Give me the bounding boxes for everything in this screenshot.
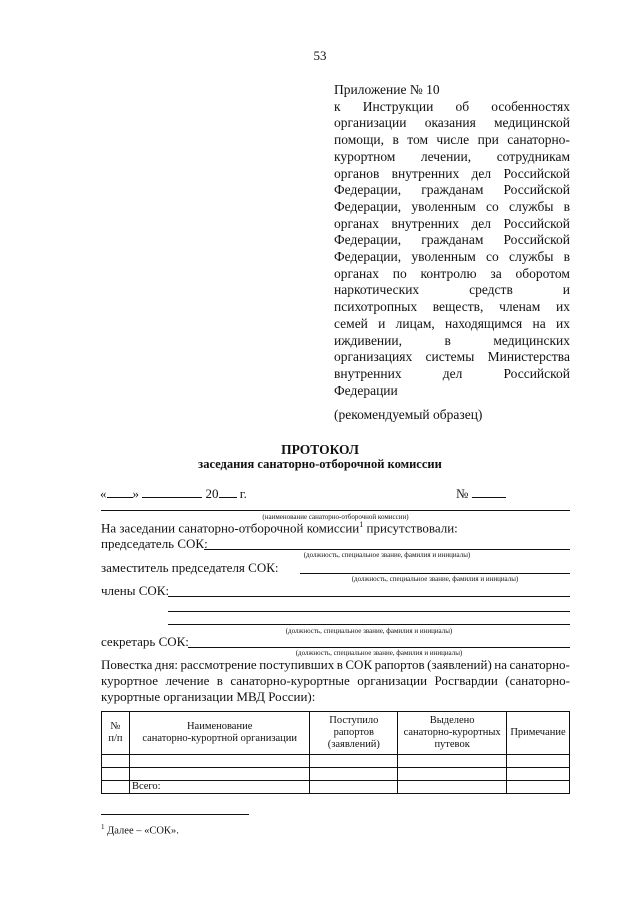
- page-number: 53: [313, 48, 327, 63]
- appendix-word: службы: [509, 249, 554, 265]
- year-blank: [219, 486, 237, 498]
- appendix-word: уволенным: [411, 198, 476, 214]
- table-cell: [506, 781, 569, 794]
- appendix-word: иждивении,: [334, 332, 402, 348]
- agenda-word: поступивших: [259, 657, 335, 672]
- appendix-word: Российской: [503, 365, 570, 381]
- appendix-word: внутренних: [391, 165, 460, 181]
- agenda-word: Росгвардии: [434, 673, 498, 688]
- appendix-word: Министерства: [487, 349, 570, 365]
- recommended-sample-note: (рекомендуемый образец): [334, 407, 483, 423]
- appendix-word: об: [455, 98, 470, 114]
- org-name-line: [101, 510, 570, 511]
- table-row: [102, 781, 570, 794]
- appendix-word: членам: [499, 299, 541, 315]
- appendix-line: [334, 232, 570, 249]
- header-text: п/п: [108, 733, 123, 744]
- appendix-word: особенностях: [491, 98, 570, 114]
- appendix-line: [334, 199, 570, 216]
- table-body: [102, 755, 570, 794]
- appendix-word: к: [334, 98, 341, 114]
- date-row: [100, 486, 247, 502]
- appendix-word: внутренних: [391, 215, 460, 231]
- chairman-caption: (должность, специальное звание, фамилия и инициалы): [303, 551, 471, 559]
- org-name-caption: (наименование санаторно-отборочной комиссии): [262, 513, 409, 521]
- attendance-intro: [101, 520, 458, 536]
- members-line-3: [168, 624, 570, 625]
- header-text: Примечание: [510, 727, 566, 738]
- header-text: (заявлений): [327, 739, 380, 750]
- appendix-word: семей: [334, 315, 368, 331]
- table-cell: [398, 781, 507, 794]
- agenda-word: лечение: [165, 673, 210, 688]
- appendix-word: оказания: [424, 115, 476, 131]
- appendix-word: органов: [334, 165, 380, 181]
- appendix-word: Приложение № 10: [334, 82, 440, 97]
- appendix-word: уволенным: [411, 249, 476, 265]
- attendance-intro-text: На заседании санаторно-отборочной комиссии: [101, 520, 360, 536]
- appendix-word: помощи,: [334, 132, 385, 148]
- appendix-word: по: [392, 265, 407, 281]
- year-suffix: г.: [239, 486, 247, 501]
- appendix-word: средств: [469, 282, 513, 298]
- table-header-cell: [506, 712, 569, 755]
- appendix-word: в: [444, 332, 451, 348]
- appendix-word: Российской: [503, 182, 570, 198]
- appendix-word: и: [378, 315, 386, 331]
- table-cell: Всего:: [129, 781, 309, 794]
- appendix-word: Федерации,: [334, 182, 402, 198]
- appendix-block: [334, 82, 570, 424]
- appendix-word: Федерации,: [334, 198, 402, 214]
- footnote-ref: 1: [359, 520, 364, 529]
- appendix-word: в: [392, 132, 399, 148]
- table-cell: [310, 768, 398, 781]
- appendix-word: Федерации,: [334, 232, 402, 248]
- appendix-word: веществ,: [432, 299, 484, 315]
- header-text: санаторно-курортных: [403, 727, 501, 738]
- header-text: Наименование: [186, 721, 253, 732]
- appendix-line: [334, 182, 570, 199]
- appendix-line: [334, 333, 570, 350]
- appendix-word: в: [563, 249, 570, 265]
- secretary-line: [188, 647, 570, 648]
- appendix-word: их: [556, 315, 570, 331]
- appendix-line: [334, 149, 570, 166]
- agenda-word: санаторно-курортные: [230, 673, 350, 688]
- appendix-word: дел: [471, 165, 492, 181]
- agenda-word: организации: [357, 673, 428, 688]
- appendix-line: [334, 132, 570, 149]
- header-text: санаторно-курортной организации: [142, 733, 297, 744]
- members-line-2: [168, 611, 570, 612]
- footnote: [101, 823, 179, 837]
- table-cell: [310, 781, 398, 794]
- appendix-line: [334, 299, 570, 316]
- table-cell: [398, 755, 507, 768]
- table-cell: [506, 768, 569, 781]
- appendix-word: медицинских: [493, 332, 570, 348]
- appendix-line: [334, 82, 570, 99]
- appendix-word: со: [486, 198, 499, 214]
- agenda: [101, 657, 570, 705]
- appendix-word: медицинской: [494, 115, 570, 131]
- agenda-word: дня:: [154, 657, 179, 672]
- appendix-word: Федерации: [334, 382, 398, 398]
- agenda-line-2: [101, 673, 570, 689]
- close-quote: »: [132, 486, 139, 501]
- appendix-word: курортном: [334, 148, 396, 164]
- agenda-word: в: [336, 657, 343, 672]
- appendix-word: внутренних: [334, 365, 402, 381]
- header-text: путевок: [434, 739, 470, 750]
- appendix-word: системы: [425, 349, 475, 365]
- appendix-word: находящимся: [445, 315, 523, 331]
- appendix-word: при: [477, 132, 499, 148]
- appendix-word: за: [490, 265, 502, 281]
- appendix-word: контролю: [420, 265, 477, 281]
- agenda-word: в: [216, 673, 223, 688]
- header-text: рапортов: [333, 727, 375, 738]
- appendix-line: [334, 99, 570, 116]
- protocol-number: [456, 486, 506, 502]
- agenda-word: рапортов: [374, 657, 425, 672]
- appendix-word: организации: [334, 115, 407, 131]
- chairman-line: [204, 549, 570, 550]
- appendix-word: психотропных: [334, 299, 418, 315]
- year-prefix: 20: [205, 486, 219, 501]
- appendix-word: службы: [509, 198, 554, 214]
- appendix-word: органах: [334, 265, 379, 281]
- agenda-word: (заявлений): [427, 657, 492, 672]
- appendix-word: и: [562, 282, 570, 298]
- appendix-word: Федерации,: [334, 249, 402, 265]
- table-cell: [506, 755, 569, 768]
- table-header-cell: [102, 712, 130, 755]
- appendix-word: том: [407, 132, 428, 148]
- agenda-word: рассмотрение: [180, 657, 257, 672]
- table-row: [102, 768, 570, 781]
- appendix-word: организациях: [334, 349, 413, 365]
- table-header-row: [102, 712, 570, 755]
- header-text: №: [110, 721, 121, 732]
- appendix-line: [334, 216, 570, 233]
- table-cell: [102, 768, 130, 781]
- appendix-line: [334, 383, 570, 400]
- footnote-mark: 1: [101, 823, 105, 831]
- appendix-word: Российской: [503, 215, 570, 231]
- secretary-caption: (должность, специальное звание, фамилия и инициалы): [295, 649, 463, 657]
- deputy-label: заместитель председателя СОК:: [101, 560, 279, 575]
- agenda-word: на: [494, 657, 507, 672]
- sok-table: [101, 711, 570, 794]
- appendix-word: сотрудникам: [496, 148, 570, 164]
- chairman-label: председатель СОК:: [101, 536, 208, 551]
- appendix-word: Российской: [503, 232, 570, 248]
- appendix-line: [334, 366, 570, 383]
- appendix-word: дел: [442, 365, 463, 381]
- table-cell: [398, 768, 507, 781]
- agenda-line-1: [101, 657, 570, 673]
- appendix-line: [334, 166, 570, 183]
- agenda-word: санаторно-: [509, 657, 570, 672]
- number-label: №: [456, 486, 469, 501]
- appendix-line: [334, 282, 570, 299]
- agenda-line-3: курортные организации МВД России):: [101, 689, 316, 704]
- header-text: Поступило: [329, 715, 379, 726]
- agenda-word: курортное: [101, 673, 159, 688]
- deputy-caption: (должность, специальное звание, фамилия и инициалы): [351, 575, 519, 583]
- day-blank: [107, 486, 133, 498]
- appendix-line: [334, 115, 570, 132]
- table-cell: [129, 755, 309, 768]
- table-cell: [310, 755, 398, 768]
- number-blank: [472, 486, 506, 498]
- open-quote: «: [100, 486, 107, 501]
- appendix-word: Инструкции: [362, 98, 434, 114]
- appendix-word: числе: [436, 132, 470, 148]
- appendix-word: дел: [471, 215, 492, 231]
- appendix-word: лечении,: [420, 148, 472, 164]
- appendix-word: наркотических: [334, 282, 420, 298]
- agenda-word: СОК: [345, 657, 373, 672]
- appendix-word: в: [563, 198, 570, 214]
- appendix-word: гражданам: [421, 182, 484, 198]
- appendix-word: на: [532, 315, 546, 331]
- table-cell: [102, 755, 130, 768]
- secretary-label: секретарь СОК:: [101, 634, 189, 649]
- deputy-line: [300, 573, 570, 574]
- appendix-line: [334, 266, 570, 283]
- members-label: члены СОК:: [101, 583, 170, 598]
- appendix-line: [334, 249, 570, 266]
- table-cell: [129, 768, 309, 781]
- members-caption: (должность, специальное звание, фамилия и инициалы): [285, 627, 453, 635]
- table-header-cell: [129, 712, 309, 755]
- agenda-word: (санаторно-: [505, 673, 570, 688]
- appendix-word: оборотом: [515, 265, 570, 281]
- footnote-separator: [101, 814, 249, 815]
- appendix-word: Российской: [503, 165, 570, 181]
- table-header-cell: [398, 712, 507, 755]
- members-line-1: [168, 596, 570, 597]
- table-row: [102, 755, 570, 768]
- document-title: ПРОТОКОЛ: [281, 442, 359, 457]
- document-subtitle: заседания санаторно-отборочной комиссии: [198, 457, 442, 471]
- footnote-text: Далее – «СОК».: [104, 825, 179, 837]
- appendix-word: гражданам: [421, 232, 484, 248]
- table-header-cell: [310, 712, 398, 755]
- appendix-lines: [334, 82, 570, 399]
- appendix-word: санаторно-: [507, 132, 570, 148]
- appendix-word: лицам,: [395, 315, 435, 331]
- table-cell: [102, 781, 130, 794]
- appendix-word: со: [486, 249, 499, 265]
- header-text: Выделено: [429, 715, 475, 726]
- month-blank: [142, 486, 202, 498]
- agenda-word: Повестка: [101, 657, 153, 672]
- attendance-intro-end: присутствовали:: [363, 520, 458, 536]
- appendix-line: [334, 316, 570, 333]
- appendix-word: их: [556, 299, 570, 315]
- appendix-word: органах: [334, 215, 379, 231]
- appendix-line: [334, 349, 570, 366]
